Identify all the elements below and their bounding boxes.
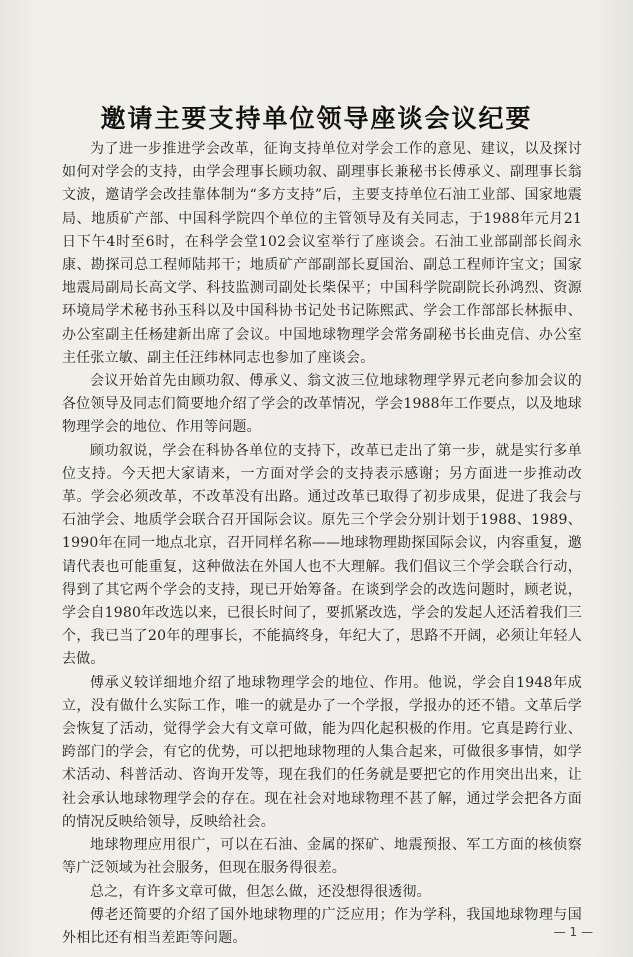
paragraph-gu-gongxu: 顾功叙说，学会在科协各单位的支持下，改革已走出了第一步，就是实行多单位支持。今天把大家请来，一方面对学会的支持表示感谢；另方面进一步推动改革。学会必须改革，不改革没有出路。通过改革已取得了初步成果，促进了我会与石油学会、地质学会联合召开国际会议。原先三个学会分别计划于1988、1989、1990年在同一地点北京，召开同样名称——地球物理勘探国际会议，内容重复，邀请代表也可能重复，这种做法在外国人也不大理解。我们倡议三个学会联合行动，得到了其它两个学会的支持，现已开始筹备。在谈到学会的改选问题时，顾老说，学会自1980年改选以来，已很长时间了，要抓紧改选，学会的发起人还活着我们三个，我已当了20年的理事长，不能搞终身，年纪大了，思路不开阔，必须让年轻人去做。 bbox=[62, 442, 582, 668]
document-title: 邀请主要支持单位领导座谈会议纪要 bbox=[100, 103, 533, 133]
paragraph-international: 傅老还简要的介绍了国外地球物理的广泛应用；作为学科，我国地球物理与国外相比还有相当差距等问题。 bbox=[62, 906, 582, 946]
paragraph-summary: 总之，有许多文章可做，但怎么做，还没想得很透彻。 bbox=[90, 883, 431, 900]
paragraph-fu-chengyi: 傅承义较详细地介绍了地球物理学会的地位、作用。他说，学会自1948年成立，没有做什么实际工作，唯一的就是办了一个学报，学报办的还不错。文革后学会恢复了活动，觉得学会大有文章可做，能为四化起积极的作用。它真是跨行业、跨部门的学会，有它的优势，可以把地球物理的人集合起来，可做很多事情，如学术活动、科普活动、咨询开发等，现在我们的任务就是要把它的作用突出出来，让社会承认地球物理学会的存在。现在社会对地球物理不甚了解，通过学会把各方面的情况反映给领导，反映给社会。 bbox=[62, 674, 582, 830]
page-number: — 1 — bbox=[553, 925, 593, 939]
document-body bbox=[62, 138, 582, 950]
paragraph-applications: 地球物理应用很广，可以在石油、金属的探矿、地震预报、军工方面的核侦察等广泛领域为社会服务，但现在服务得很差。 bbox=[62, 837, 582, 877]
paragraph-opening: 会议开始首先由顾功叙、傅承义、翁文波三位地球物理学界元老向参加会议的各位领导及同志们简要地介绍了学会的改革情况，学会1988年工作要点，以及地球物理学会的地位、作用等问题。 bbox=[62, 373, 582, 436]
paragraph-intro: 为了进一步推进学会改革，征询支持单位对学会工作的意见、建议，以及探讨如何对学会的支持，由学会理事长顾功叙、副理事长兼秘书长傅承义、副理事长翁文波，邀请学会改挂靠体制为“多方支持”后，主要支持单位石油工业部、国家地震局、地质矿产部、中国科学院四个单位的主管领导及有关同志，于1988年元月21日下午4时至6时，在科学会堂102会议室举行了座谈会。石油工业部副部长阎永康、勘探司总工程师陆邦干；地质矿产部副部长夏国治、副总工程师许宝文；国家地震局副局长高文学、科技监测司副处长柴保平；中国科学院副院长孙鸿烈、资源环境局学术秘书孙玉科以及中国科协书记处书记陈熙武、学会工作部部长林振申、办公室副主任杨建新出席了会议。中国地球物理学会常务副秘书长曲克信、办公室主任张立敏、副主任汪纬林同志也参加了座谈会。 bbox=[62, 141, 582, 366]
